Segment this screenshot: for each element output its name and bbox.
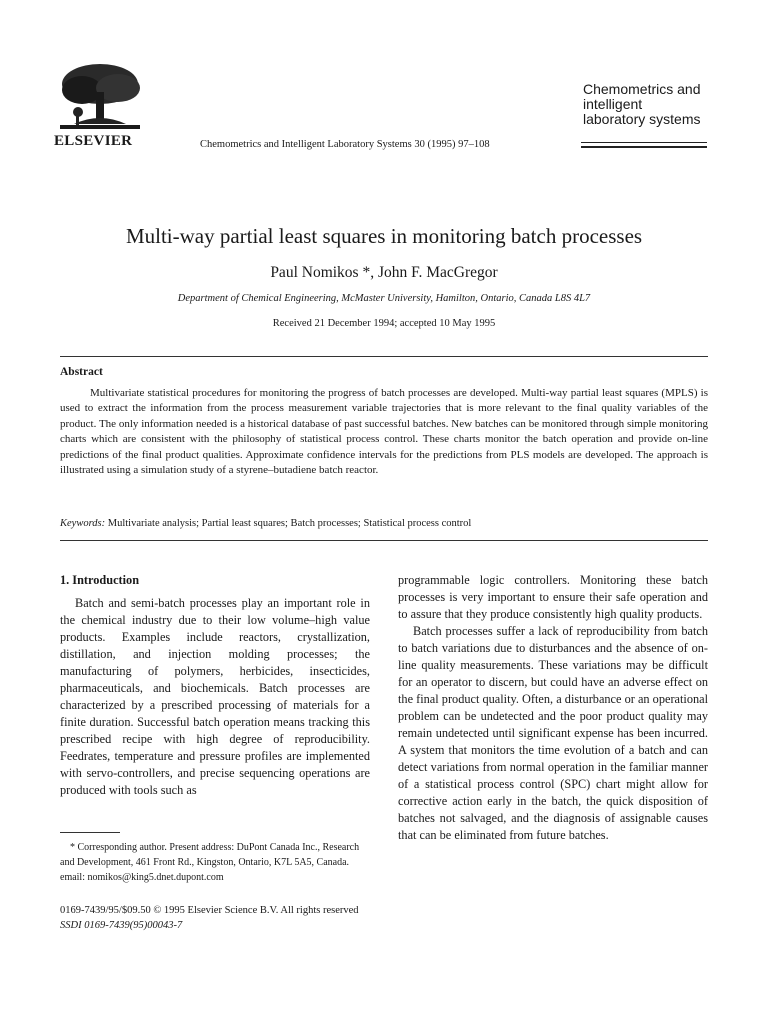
abstract-text: Multivariate statistical procedures for monitoring the progress of batch processes are developed. Multi-way partial least squares (MPLS) is used to extract the information from the process measurement variable trajectories that is more relevant to the final quality variables of the product. The only information needed is a historical database of past successful batches. New batches can be monitored through simple monitoring charts which are consistent with the philosophy of statistical process control. These charts monitor the batch operation and provide on-line predictions of the final product qualities. Approximate confidence intervals for the predictions from PLS models are developed. The approach is illustrated using a simulation study of a styrene–butadiene batch reactor. — [60, 387, 708, 477]
affiliation: Department of Chemical Engineering, McMaster University, Hamilton, Ontario, Canada L8S 4L7 — [177, 293, 591, 304]
divider — [60, 356, 708, 357]
keywords — [60, 518, 471, 529]
abstract-heading: Abstract — [60, 366, 103, 378]
publisher-name: ELSEVIER — [54, 133, 133, 149]
copyright-block — [60, 903, 359, 933]
keywords-label: Keywords: — [60, 518, 106, 529]
article-title: Multi-way partial least squares in monitoring batch processes — [125, 224, 643, 248]
journal-brand-rules — [581, 142, 707, 151]
journal-brand-line: laboratory systems — [583, 111, 701, 127]
elsevier-tree-logo — [56, 62, 144, 132]
left-column — [60, 572, 370, 799]
keywords-text: Multivariate analysis; Partial least squares; Batch processes; Statistical process control — [107, 518, 472, 529]
body-paragraph: programmable logic controllers. Monitoring these batch processes is very important to ensure their safe operation and to assure that they produce consistently high quality products. — [398, 573, 708, 621]
body-paragraph: Batch and semi-batch processes play an important role in the chemical industry due to their low volume–high value products. Examples include reactors, crystallization, distillation, and injection molding processes; the manufacturing of polymers, herbicides, insecticides, pharmaceuticals, and biochemicals. Batch processes are characterized by a prescribed processing of materials for a finite duration. Successful batch operation means tracking this prescribed recipe with high degree of reproducibility. Feedrates, temperature and pressure profiles are implemented with servo-controllers, and precise sequencing operations are produced with tools such as — [60, 596, 370, 797]
journal-brand-line: intelligent — [583, 96, 643, 112]
body-paragraph: Batch processes suffer a lack of reproducibility from batch to batch variations due to disturbances and the absence of on-line quality measurements. These variations may be difficult for an operator to discern, but could have an adverse effect on the final product quality. Often, a disturbance or an operational problem can be undetected and the poor product quality may remain undetected until significant expense has been incurred. A system that monitors the time evolution of a batch and can detect variations from normal operation in the familiar manner of a statistical process control (SPC) chart might allow for corrective action early in the batch, the quick disposition of batches not salvaged, and the diagnosis of assignable causes that can be eliminated from future batches. — [398, 624, 708, 842]
journal-brand-line: Chemometrics and — [583, 81, 701, 97]
copyright-line: 0169-7439/95/$09.50 © 1995 Elsevier Science B.V. All rights reserved — [60, 905, 359, 916]
section-heading: 1. Introduction — [60, 573, 140, 587]
received-dates: Received 21 December 1994; accepted 10 May 1995 — [272, 318, 496, 329]
divider — [60, 540, 708, 541]
footnote-rule — [60, 832, 120, 833]
authors: Paul Nomikos *, John F. MacGregor — [270, 264, 498, 281]
right-column — [398, 572, 708, 844]
journal-brand — [583, 82, 723, 127]
journal-citation: Chemometrics and Intelligent Laboratory Systems 30 (1995) 97–108 — [200, 139, 490, 150]
ssdi-line: SSDI 0169-7439(95)00043-7 — [60, 920, 183, 931]
footnote: * Corresponding author. Present address: DuPont Canada Inc., Research and Development, 461 Front Rd., Kingston, Ontario, K7L 5A5, Canada. email: nomikos@king5.dnet.dupont.com — [60, 842, 360, 883]
